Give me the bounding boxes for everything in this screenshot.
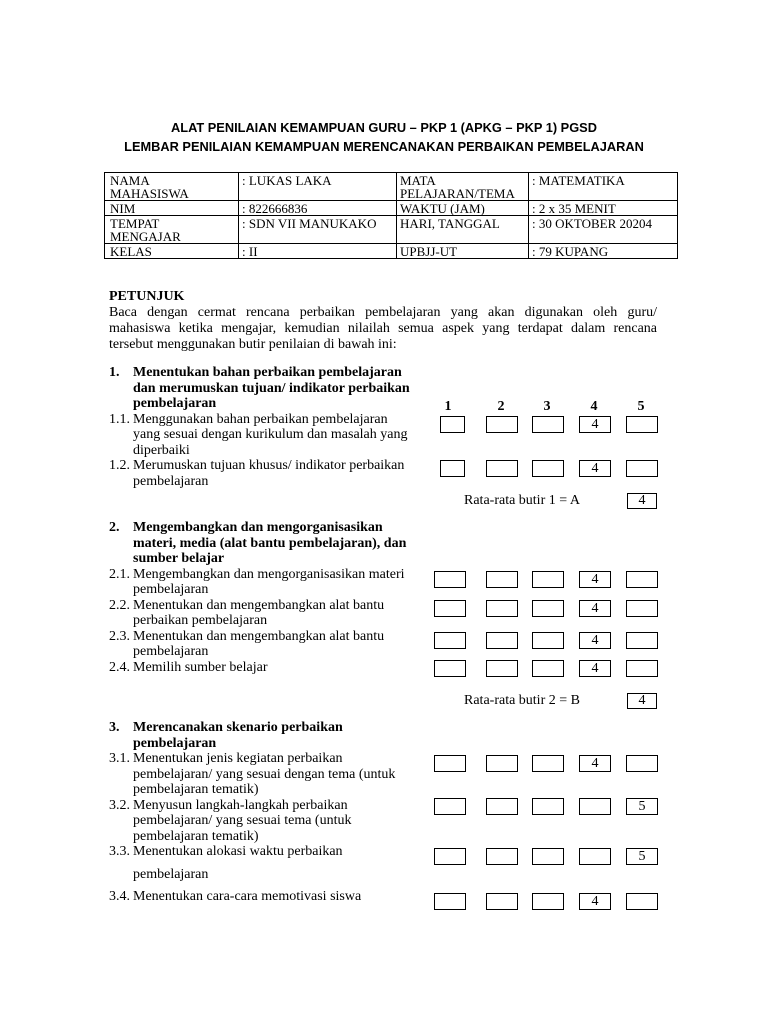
score-box-4: [579, 416, 611, 433]
criterion-text-line: pembelajaran tematik): [133, 782, 259, 797]
section-title-line: pembelajaran: [133, 735, 217, 751]
tanggal-value: : 30 OKTOBER 20204: [529, 216, 678, 244]
criterion-item: [109, 458, 669, 489]
average-box: [627, 693, 657, 709]
score-value: 4: [591, 894, 599, 909]
section-number: 1.: [109, 365, 120, 380]
score-box-1: [440, 460, 465, 477]
title-line-1: ALAT PENILAIAN KEMAMPUAN GURU – PKP 1 (APKG – PKP 1) PGSD: [171, 120, 597, 135]
score-value: 4: [591, 756, 599, 771]
upbjj-value: : 79 KUPANG: [529, 244, 678, 259]
score-box-2: [486, 600, 518, 617]
score-value: 5: [638, 799, 646, 814]
section-title-line: dan merumuskan tujuan/ indikator perbaikan: [133, 380, 410, 396]
score-box-2: [486, 755, 518, 772]
instructions-heading: PETUNJUK: [109, 289, 185, 304]
score-box-5: [626, 600, 658, 617]
score-box-1: [434, 600, 466, 617]
tanggal-label: HARI, TANGGAL: [397, 216, 529, 244]
score-box-3: [532, 416, 564, 433]
average-label: Rata-rata butir 2 = B: [464, 693, 580, 708]
score-box-5: [626, 632, 658, 649]
score-box-5: [626, 571, 658, 588]
score-box-1: [434, 893, 466, 910]
criterion-item: [109, 629, 669, 660]
score-box-5: [626, 848, 658, 865]
score-box-4: [579, 460, 611, 477]
score-box-2: [486, 893, 518, 910]
criterion-text-line: pembelajaran: [133, 473, 209, 489]
mapel-value: : MATEMATIKA: [529, 173, 678, 201]
criterion-text-line: Menentukan cara-cara memotivasi siswa: [133, 889, 362, 904]
score-box-5: [626, 416, 658, 433]
waktu-label: WAKTU (JAM): [397, 201, 529, 216]
section-heading: [109, 365, 669, 412]
criterion-number: 3.1.: [109, 751, 130, 766]
criterion-number: 1.2.: [109, 458, 130, 473]
criterion-number: 2.1.: [109, 566, 130, 582]
criterion-item: [109, 412, 669, 459]
criterion-text-line: pembelajaran: [133, 644, 209, 659]
criterion-item: [109, 598, 669, 629]
criterion-text-line: Mengembangkan dan mengorganisasikan materi: [133, 566, 405, 582]
criterion-text-line: yang sesuai dengan kurikulum dan masalah yang: [133, 427, 408, 442]
section-heading: [109, 720, 669, 751]
section-2: [109, 520, 669, 709]
score-value: 5: [638, 849, 646, 864]
score-box-5: [626, 893, 658, 910]
identity-row: [105, 201, 678, 216]
score-box-3: [532, 460, 564, 477]
score-box-2: [486, 571, 518, 588]
score-box-4: [579, 798, 611, 815]
criterion-text-line: diperbaiki: [133, 442, 190, 458]
criterion-text-line: Menggunakan bahan perbaikan pembelajaran: [133, 411, 388, 427]
section-title-line: Menentukan bahan perbaikan pembelajaran: [133, 365, 402, 380]
score-box-1: [440, 416, 465, 433]
criterion-item: [109, 751, 669, 798]
kelas-label: KELAS: [105, 244, 239, 259]
instructions-line: tersebut menggunakan butir penilaian di bawah ini:: [109, 336, 397, 352]
scale-label-4: 4: [590, 399, 598, 414]
identity-row: [105, 173, 678, 201]
criterion-text-line: Memilih sumber belajar: [133, 659, 268, 675]
score-box-3: [532, 600, 564, 617]
section-title-line: Mengembangkan dan mengorganisasikan: [133, 520, 383, 535]
score-box-1: [434, 660, 466, 677]
criterion-text-line: pembelajaran/ yang sesuai tema (untuk: [133, 813, 352, 828]
score-box-1: [434, 632, 466, 649]
average-value: 4: [638, 693, 646, 708]
tempat-label: TEMPAT MENGAJAR: [105, 216, 239, 244]
section-title-line: materi, media (alat bantu pembelajaran), dan: [133, 535, 407, 551]
score-box-5: [626, 660, 658, 677]
score-box-3: [532, 755, 564, 772]
waktu-value: : 2 x 35 MENIT: [529, 201, 678, 216]
criterion-number: 2.2.: [109, 597, 130, 613]
criterion-text-line: Menyusun langkah-langkah perbaikan: [133, 797, 348, 813]
score-value: 4: [591, 661, 599, 676]
score-box-2: [486, 798, 518, 815]
criterion-item: [109, 660, 669, 676]
section-heading: [109, 520, 669, 567]
section-3: [109, 720, 669, 909]
criterion-text-line: pembelajaran/ yang sesuai dengan tema (untuk: [133, 766, 396, 782]
section-1: [109, 365, 669, 509]
upbjj-label: UPBJJ-UT: [397, 244, 529, 259]
score-box-2: [486, 632, 518, 649]
section-number: 2.: [109, 520, 120, 535]
title-line-2: LEMBAR PENILAIAN KEMAMPUAN MERENCANAKAN PERBAIKAN PEMBELAJARAN: [124, 139, 644, 154]
score-box-1: [434, 798, 466, 815]
average-row: [109, 693, 669, 709]
criterion-number: 1.1.: [109, 411, 130, 427]
score-box-3: [532, 848, 564, 865]
nim-label: NIM: [105, 201, 239, 216]
section-title-line: Merencanakan skenario perbaikan: [133, 720, 343, 735]
score-box-3: [532, 893, 564, 910]
score-box-4: [579, 632, 611, 649]
criterion-text-line: perbaikan pembelajaran: [133, 613, 268, 628]
score-box-4: [579, 571, 611, 588]
score-box-2: [486, 460, 518, 477]
criterion-item: [109, 798, 669, 845]
tempat-value: : SDN VII MANUKAKO: [239, 216, 397, 244]
score-box-1: [434, 755, 466, 772]
criterion-text-line: pembelajaran: [133, 866, 209, 882]
section-number: 3.: [109, 720, 120, 735]
score-box-4: [579, 755, 611, 772]
average-label: Rata-rata butir 1 = A: [464, 493, 580, 508]
score-box-4: [579, 600, 611, 617]
score-box-4: [579, 893, 611, 910]
score-box-2: [486, 660, 518, 677]
kelas-value: : II: [239, 244, 397, 259]
nama-value: : LUKAS LAKA: [239, 173, 397, 201]
score-box-4: [579, 848, 611, 865]
nim-value: : 822666836: [239, 201, 397, 216]
criterion-number: 3.2.: [109, 797, 130, 813]
criterion-number: 2.3.: [109, 628, 130, 644]
criterion-number: 3.3.: [109, 844, 130, 859]
score-box-4: [579, 660, 611, 677]
score-box-3: [532, 660, 564, 677]
score-box-5: [626, 460, 658, 477]
criterion-number: 2.4.: [109, 659, 130, 675]
average-value: 4: [638, 493, 646, 508]
identity-table: [104, 172, 678, 259]
score-box-5: [626, 798, 658, 815]
score-box-1: [434, 571, 466, 588]
average-box: [627, 493, 657, 509]
criterion-text-line: Merumuskan tujuan khusus/ indikator perbaikan: [133, 458, 405, 473]
score-box-2: [486, 416, 518, 433]
scale-label-5: 5: [637, 399, 645, 414]
score-box-3: [532, 798, 564, 815]
criterion-text-line: pembelajaran: [133, 582, 209, 597]
score-box-1: [434, 848, 466, 865]
instructions-line: mahasiswa ketika mengajar, kemudian nilailah semua aspek yang terdapat dalam rencana: [109, 320, 657, 336]
scale-label-2: 2: [497, 399, 505, 414]
instructions-line: Baca dengan cermat rencana perbaikan pembelajaran yang akan digunakan oleh guru/: [109, 304, 657, 320]
criterion-text-line: Menentukan alokasi waktu perbaikan: [133, 844, 343, 859]
nama-label: NAMA MAHASISWA: [105, 173, 239, 201]
score-value: 4: [591, 633, 599, 648]
criterion-text-line: Menentukan dan mengembangkan alat bantu: [133, 597, 385, 613]
scale-label-1: 1: [444, 399, 452, 414]
identity-row: [105, 244, 678, 259]
document-title: [0, 118, 768, 156]
score-value: 4: [591, 417, 599, 432]
criterion-item: [109, 889, 669, 909]
score-box-5: [626, 755, 658, 772]
identity-row: [105, 216, 678, 244]
instructions: [109, 289, 657, 353]
average-row: [109, 493, 669, 509]
score-box-3: [532, 571, 564, 588]
score-value: 4: [591, 572, 599, 587]
score-value: 4: [591, 461, 599, 476]
score-box-3: [532, 632, 564, 649]
criterion-item: [109, 567, 669, 598]
criterion-item: [109, 844, 669, 889]
criterion-text-line: pembelajaran tematik): [133, 828, 259, 844]
section-title-line: sumber belajar: [133, 551, 225, 566]
criterion-text-line: Menentukan dan mengembangkan alat bantu: [133, 628, 385, 644]
criterion-number: 3.4.: [109, 889, 130, 904]
scale-label-3: 3: [543, 399, 551, 414]
score-value: 4: [591, 601, 599, 616]
section-title-line: pembelajaran: [133, 396, 217, 411]
criterion-text-line: Menentukan jenis kegiatan perbaikan: [133, 751, 343, 766]
score-box-2: [486, 848, 518, 865]
mapel-label: MATA PELAJARAN/TEMA: [397, 173, 529, 201]
